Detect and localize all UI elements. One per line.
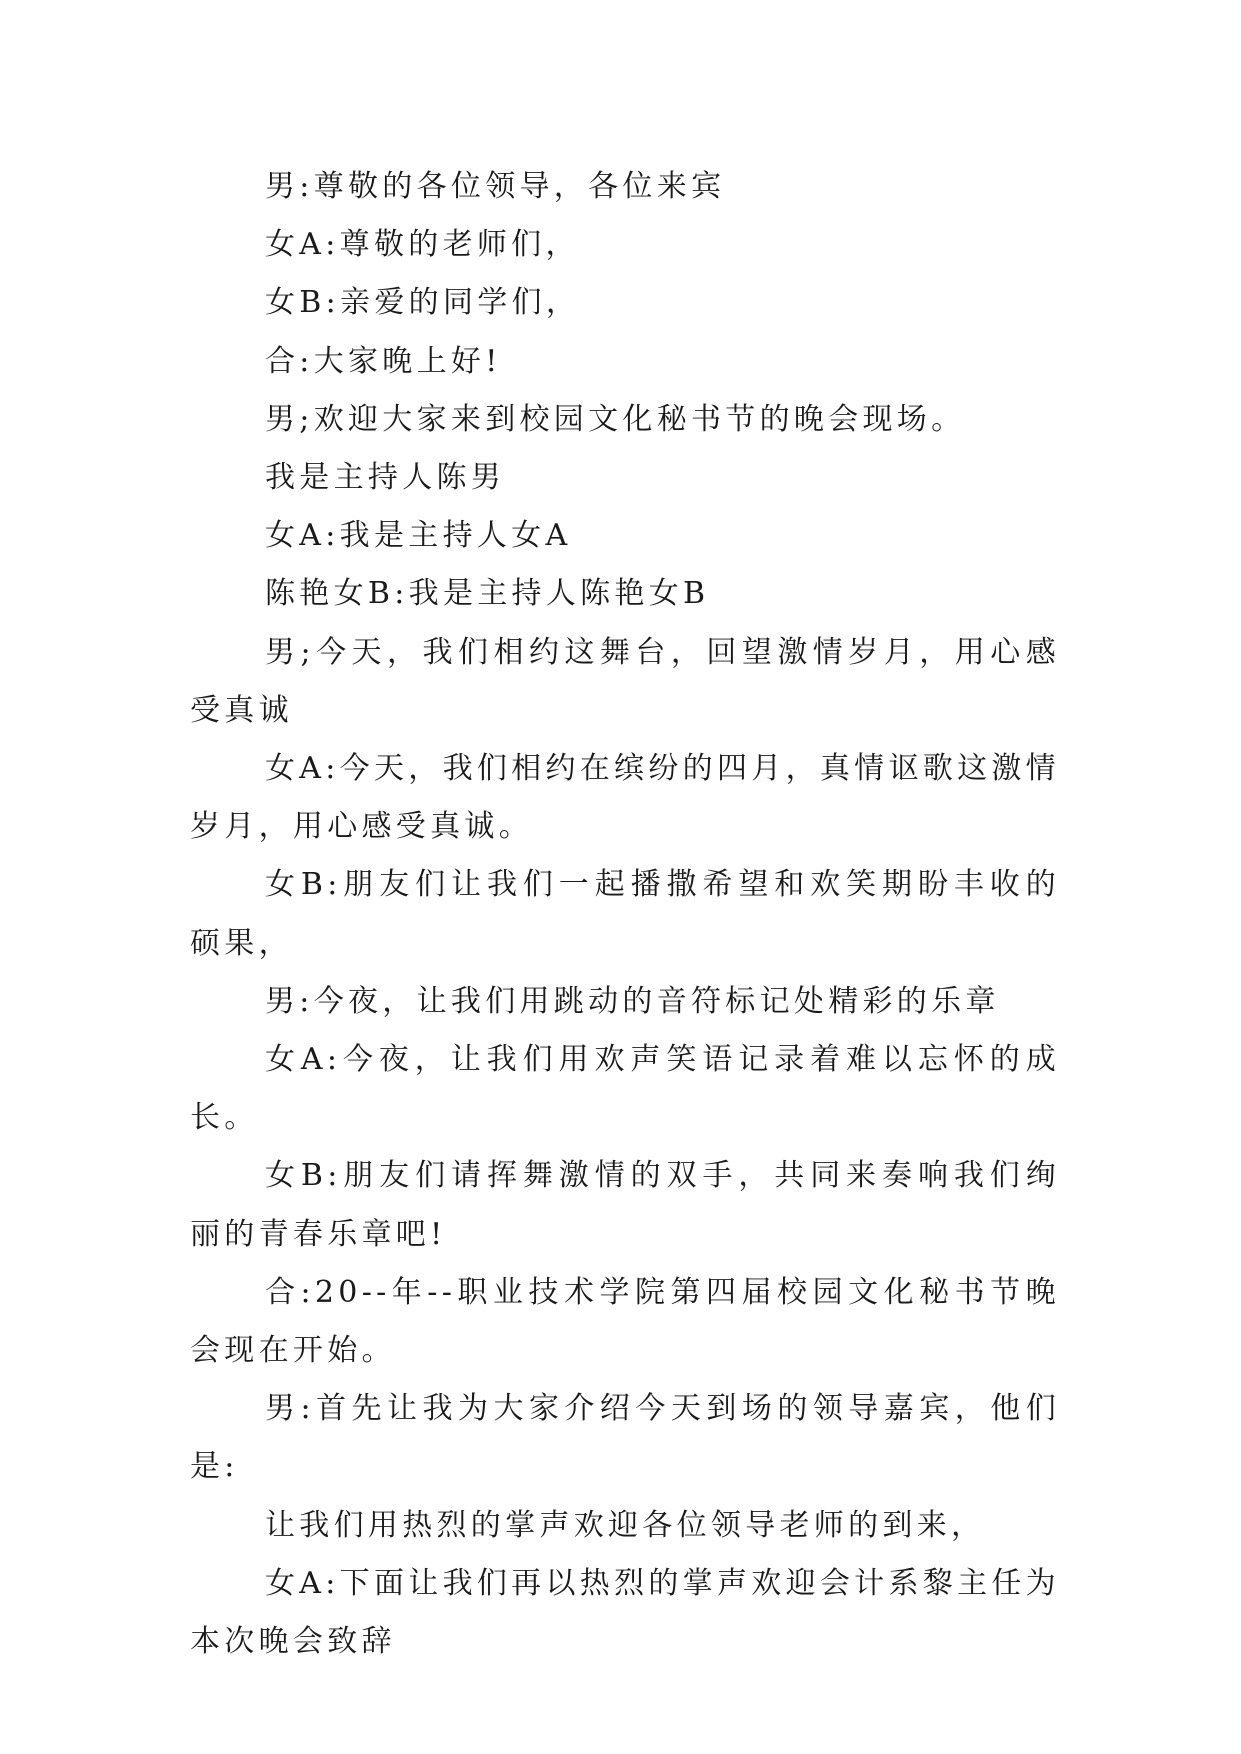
paragraph: 合:大家晚上好! [265, 343, 502, 379]
paragraph: 男;今天，我们相约这舞台，回望激情岁月，用心感受真诚 [190, 634, 1060, 728]
paragraph: 女A:今天，我们相约在缤纷的四月，真情讴歌这激情岁月，用心感受真诚。 [190, 751, 1060, 845]
paragraph: 男;欢迎大家来到校园文化秘书节的晚会现场。 [265, 401, 966, 437]
paragraph: 让我们用热烈的掌声欢迎各位领导老师的到来， [265, 1507, 986, 1543]
paragraph: 男:尊敬的各位领导，各位来宾 [265, 169, 726, 204]
paragraph: 女B:朋友们请挥舞激情的双手，共同来奏响我们绚丽的青春乐章吧! [190, 1158, 1060, 1252]
paragraph: 女A:尊敬的老师们， [265, 227, 580, 263]
paragraph: 女A:今夜，让我们用欢声笑语记录着难以忘怀的成长。 [190, 1042, 1060, 1136]
paragraph: 女B:亲爱的同学们， [265, 285, 581, 321]
paragraph: 男:首先让我为大家介绍今天到场的领导嘉宾，他们是: [190, 1391, 1060, 1485]
paragraph: 女A:下面让我们再以热烈的掌声欢迎会计系黎主任为本次晚会致辞 [190, 1565, 1060, 1660]
paragraph: 陈艳女B:我是主持人陈艳女B [265, 576, 710, 612]
paragraph: 女B:朋友们让我们一起播撒希望和欢笑期盼丰收的硕果， [190, 867, 1060, 961]
document-body [190, 158, 1060, 1671]
paragraph: 男:今夜，让我们用跳动的音符标记处精彩的乐章 [265, 983, 1000, 1019]
paragraph: 我是主持人陈男 [265, 460, 506, 496]
paragraph: 合:20--年--职业技术学院第四届校园文化秘书节晚会现在开始。 [190, 1274, 1060, 1369]
paragraph: 女A:我是主持人女A [265, 518, 572, 554]
